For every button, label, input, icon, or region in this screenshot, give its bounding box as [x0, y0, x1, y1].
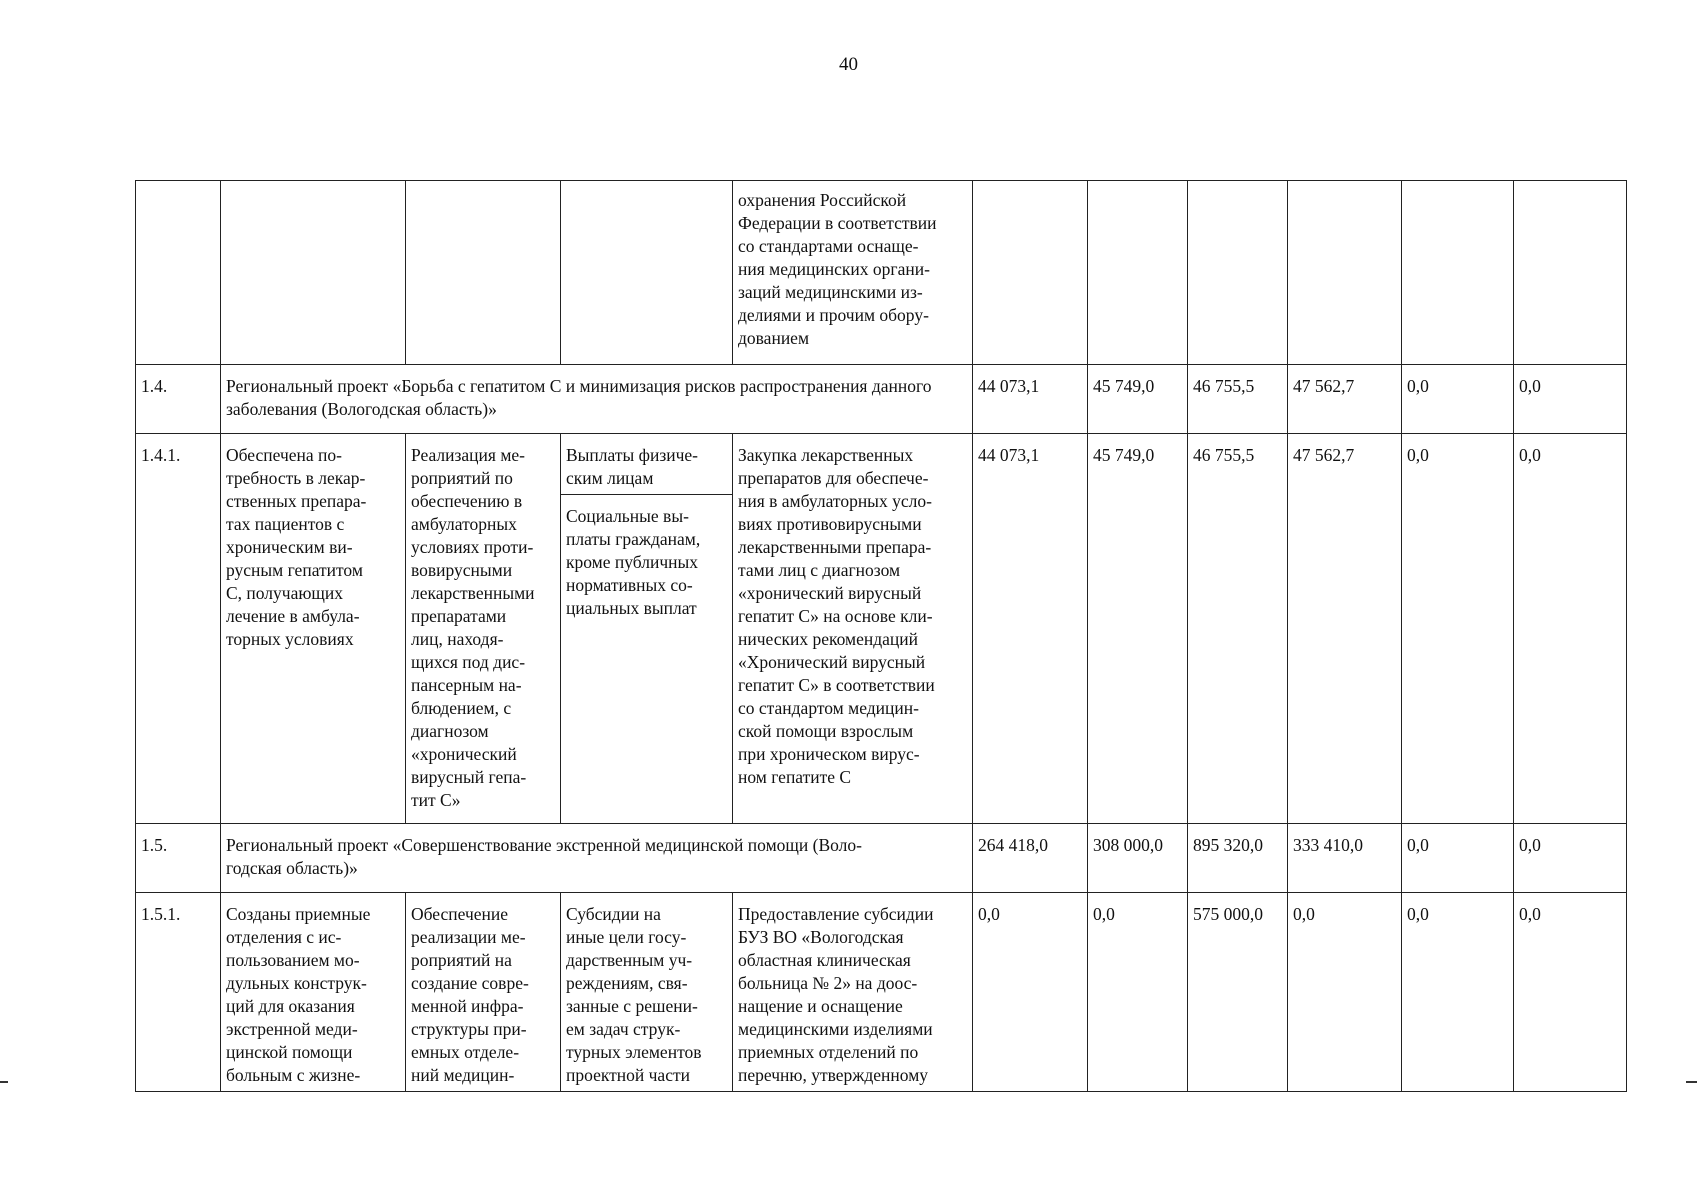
cell-value — [1288, 181, 1402, 365]
expense-type-secondary: Социальные вы- платы гражданам, кроме публичных нормативных со- циальных выплат — [561, 494, 732, 624]
cell-value: 47 562,7 — [1288, 365, 1402, 434]
cell-value: 46 755,5 — [1188, 365, 1288, 434]
cell-value: 0,0 — [973, 893, 1088, 1092]
project-title: Региональный проект «Борьба с гепатитом С и минимизация рисков распространения данного заболевания (Вологодская область)» — [221, 365, 973, 434]
cell-result: Обеспечена по- требность в лекар- ственных препара- тах пациентов с хроническим ви- русным гепатитом С, получающих лечение в амбула- торных условиях — [221, 434, 406, 824]
cell-measure: Реализация ме- роприятий по обеспечению в амбулаторных условиях проти- вовирусными лекарственными препаратами лиц, находя- щихся под дис- пансерным на- блюдением, с диагнозом «хронический вирусный гепа- тит С» — [406, 434, 561, 824]
cell-value: 0,0 — [1402, 824, 1514, 893]
cell-expense-type — [561, 434, 733, 824]
cell-value — [1188, 181, 1288, 365]
cell-num — [136, 181, 221, 365]
cell-value: 0,0 — [1402, 365, 1514, 434]
cell-value: 0,0 — [1514, 824, 1627, 893]
budget-table — [135, 180, 1627, 1092]
cell-num: 1.5.1. — [136, 893, 221, 1092]
cell-expense-type — [561, 181, 733, 365]
table-row-1-4-1 — [136, 434, 1627, 824]
cell-result — [221, 181, 406, 365]
cell-value: 44 073,1 — [973, 434, 1088, 824]
right-margin-mark — [1686, 1081, 1697, 1083]
cell-value: 0,0 — [1514, 893, 1627, 1092]
table-row-1-5-1 — [136, 893, 1627, 1092]
project-title: Региональный проект «Совершенствование экстренной медицинской помощи (Воло- годская область)» — [221, 824, 973, 893]
cell-value: 575 000,0 — [1188, 893, 1288, 1092]
expense-type-primary: Выплаты физиче- ским лицам — [566, 445, 699, 488]
cell-description: Закупка лекарственных препаратов для обеспече- ния в амбулаторных усло- виях противовирусными лекарственными препара- тами лиц с диагнозом «хронический вирусный гепатит С» на основе кли- нических рекомендаций «Хронический вирусный гепатит С» в соответствии со стандартом медицин- ской помощи взрослым при хроническом вирус- ном гепатите С — [733, 434, 973, 824]
cell-value: 0,0 — [1402, 893, 1514, 1092]
table-row-1-4 — [136, 365, 1627, 434]
cell-value: 0,0 — [1402, 434, 1514, 824]
cell-value: 264 418,0 — [973, 824, 1088, 893]
cell-value — [1088, 181, 1188, 365]
cell-result: Созданы приемные отделения с ис- пользованием мо- дульных конструк- ций для оказания экстренной меди- цинской помощи больным с жизне- — [221, 893, 406, 1092]
cell-value — [1402, 181, 1514, 365]
cell-value — [1514, 181, 1627, 365]
cell-measure: Обеспечение реализации ме- роприятий на создание совре- менной инфра- структуры при- емных отделе- ний медицин- — [406, 893, 561, 1092]
cell-value: 333 410,0 — [1288, 824, 1402, 893]
cell-value: 45 749,0 — [1088, 365, 1188, 434]
cell-value: 0,0 — [1288, 893, 1402, 1092]
cell-value: 0,0 — [1514, 365, 1627, 434]
cell-description: Предоставление субсидии БУЗ ВО «Вологодская областная клиническая больница № 2» на доос- нащение и оснащение медицинскими изделиями приемных отделений по перечню, утвержденному — [733, 893, 973, 1092]
cell-measure — [406, 181, 561, 365]
table-row-continuation — [136, 181, 1627, 365]
cell-value: 0,0 — [1088, 893, 1188, 1092]
cell-value: 308 000,0 — [1088, 824, 1188, 893]
table-row-1-5 — [136, 824, 1627, 893]
cell-value: 45 749,0 — [1088, 434, 1188, 824]
cell-num: 1.4. — [136, 365, 221, 434]
cell-value: 0,0 — [1514, 434, 1627, 824]
cell-num: 1.4.1. — [136, 434, 221, 824]
cell-description: охранения Российской Федерации в соответствии со стандартами оснаще- ния медицинских органи- заций медицинскими из- делиями и прочим обору- дованием — [733, 181, 973, 365]
cell-value: 46 755,5 — [1188, 434, 1288, 824]
cell-num: 1.5. — [136, 824, 221, 893]
cell-value: 895 320,0 — [1188, 824, 1288, 893]
cell-value: 47 562,7 — [1288, 434, 1402, 824]
page-number: 40 — [839, 54, 858, 75]
cell-expense-type: Субсидии на иные цели госу- дарственным уч- реждениям, свя- занные с решени- ем задач струк- турных элементов проектной части — [561, 893, 733, 1092]
cell-value — [973, 181, 1088, 365]
left-margin-mark — [0, 1081, 8, 1083]
cell-value: 44 073,1 — [973, 365, 1088, 434]
